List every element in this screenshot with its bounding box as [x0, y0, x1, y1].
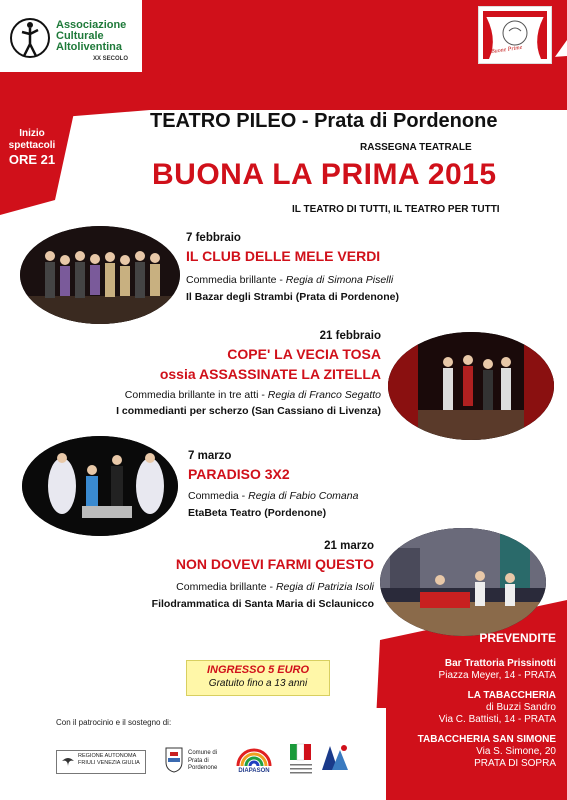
- ticket-price: INGRESSO 5 EURO: [206, 664, 310, 676]
- event-1-genre: Commedia brillante -: [186, 274, 286, 286]
- event-4-company: Filodrammatica di Santa Maria di Sclaunicco: [151, 598, 374, 610]
- sponsor-federation-logo: [288, 740, 314, 784]
- sponsors-label: Con il patrocinio e il sostegno di:: [56, 718, 172, 727]
- presale-point-3-line1: Via S. Simone, 20: [476, 746, 556, 757]
- presale-heading: PREVENDITE: [479, 631, 556, 645]
- event-3-genre: Commedia -: [188, 490, 249, 502]
- regione-label: [78, 753, 140, 767]
- dancer-emblem-icon: [10, 16, 50, 64]
- event-1-photo: [20, 226, 180, 324]
- living-room-scene-icon: [380, 528, 546, 636]
- presale-point-1-address: Piazza Meyer, 14 - PRATA: [438, 670, 556, 681]
- association-subtitle: XX SECOLO: [93, 56, 129, 62]
- event-1-director: Regia di Simona Piselli: [285, 274, 394, 286]
- sponsor-comune-logo: [162, 740, 226, 784]
- series-label: RASSEGNA TEATRALE: [360, 142, 472, 153]
- event-4-photo: [380, 528, 546, 636]
- presale-point-2-line2: Via C. Battisti, 14 - PRATA: [438, 714, 556, 725]
- event-3-title: PARADISO 3X2: [188, 466, 290, 482]
- event-2-date: 21 febbraio: [319, 330, 381, 342]
- event-4-title: NON DOVEVI FARMI QUESTO: [175, 556, 374, 572]
- event-2-photo: [388, 332, 554, 440]
- start-time: ORE 21: [8, 152, 56, 167]
- rainbow-arc-icon: [236, 746, 272, 768]
- abstract-logo-icon: [318, 740, 352, 776]
- regione-line1: REGIONE AUTONOMA: [78, 753, 137, 759]
- association-name: [56, 20, 126, 53]
- start-time-info: [4, 128, 60, 168]
- event-2-subtitle: ossia ASSASSINATE LA ZITELLA: [159, 366, 381, 382]
- stage-angels-icon: [22, 436, 178, 536]
- event-2-director: Regia di Franco Segatto: [267, 389, 381, 401]
- presale-point-2-line1: di Buzzi Sandro: [485, 702, 556, 713]
- coat-of-arms-icon: [164, 746, 184, 774]
- start-label-1: Inizio: [19, 128, 45, 139]
- event-1-company: Il Bazar degli Strambi (Prata di Pordenone): [186, 291, 399, 303]
- event-3-director: Regia di Fabio Comana: [248, 490, 359, 502]
- stage-scene-icon: [388, 332, 554, 440]
- association-name-line1: Associazione: [56, 19, 127, 31]
- comune-line2: Prata di: [188, 757, 209, 764]
- event-2-title: COPE' LA VECIA TOSA: [227, 346, 381, 362]
- event-4-genre: Commedia brillante -: [176, 581, 276, 593]
- festival-stamp-logo: [478, 6, 552, 64]
- event-2-company: I commedianti per scherzo (San Cassiano di Livenza): [116, 405, 381, 417]
- sponsor-association-logo: [318, 740, 352, 784]
- event-2-genre: Commedia brillante in tre atti -: [124, 389, 268, 401]
- event-3-date: 7 marzo: [188, 450, 232, 462]
- event-3-company: EtaBeta Teatro (Pordenone): [188, 507, 327, 519]
- presale-point-3-name: TABACCHERIA SAN SIMONE: [417, 734, 556, 745]
- comune-line3: Pordenone: [188, 765, 218, 771]
- association-name-line2: Culturale: [56, 30, 104, 42]
- presale-points: [400, 632, 556, 770]
- group-photo-icon: [20, 226, 180, 324]
- ticket-free-note: Gratuito fino a 13 anni: [208, 678, 308, 689]
- event-3-photo: [22, 436, 178, 536]
- association-logo: [8, 8, 138, 64]
- event-4-director: Regia di Patrizia Isoli: [275, 581, 374, 593]
- event-4-description: [176, 581, 374, 593]
- flag-badge-icon: [288, 740, 314, 780]
- event-1-description: [186, 274, 393, 286]
- theatre-curtain-icon: [479, 7, 551, 63]
- sponsor-regione-logo: [56, 740, 144, 784]
- sponsor-diapason-logo: [232, 740, 276, 784]
- festival-title: BUONA LA PRIMA 2015: [152, 158, 497, 191]
- tagline: IL TEATRO DI TUTTI, IL TEATRO PER TUTTI: [292, 204, 500, 215]
- start-label-2: spettacoli: [8, 140, 56, 151]
- comune-line1: Comune di: [188, 750, 218, 756]
- ticket-price-box: [186, 660, 330, 696]
- event-3-description: [188, 490, 358, 502]
- presale-point-3-line2: PRATA DI SOPRA: [474, 758, 556, 769]
- regione-line2: FRIULI VENEZIA GIULIA: [78, 760, 140, 766]
- presale-point-2-name: LA TABACCHERIA: [467, 690, 556, 701]
- event-1-date: 7 febbraio: [186, 232, 241, 244]
- venue-title: TEATRO PILEO - Prata di Pordenone: [150, 110, 498, 132]
- eagle-icon: [60, 753, 76, 769]
- diapason-label: DIAPASON: [238, 768, 270, 774]
- event-2-description: [125, 389, 381, 401]
- comune-label: [188, 750, 217, 773]
- association-name-line3: Altoliventina: [56, 41, 123, 53]
- presale-point-1-name: Bar Trattoria Prissinotti: [444, 658, 556, 669]
- stamp-text: Buone Prime: [490, 44, 523, 56]
- event-4-date: 21 marzo: [324, 540, 374, 552]
- event-1-title: IL CLUB DELLE MELE VERDI: [186, 248, 381, 264]
